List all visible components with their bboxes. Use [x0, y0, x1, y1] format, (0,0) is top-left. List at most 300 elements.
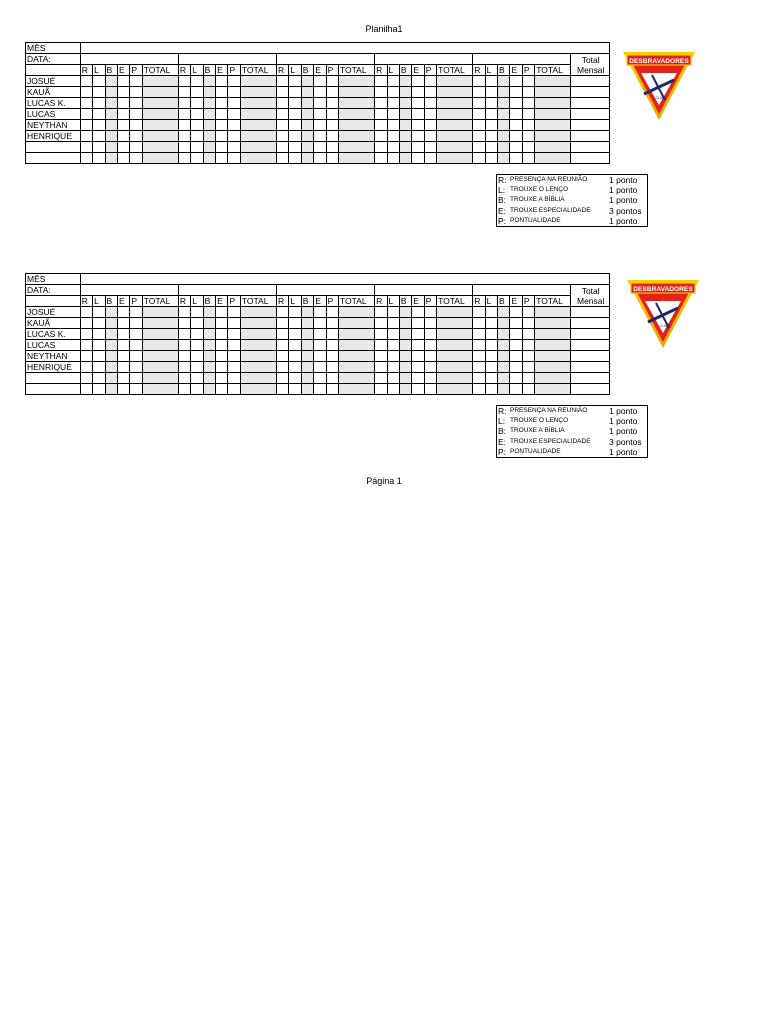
score-cell[interactable]	[191, 109, 203, 120]
score-cell[interactable]	[240, 362, 276, 373]
score-cell[interactable]	[301, 120, 313, 131]
score-cell[interactable]	[437, 373, 473, 384]
monthly-total-cell[interactable]	[571, 153, 610, 164]
score-cell[interactable]	[510, 373, 522, 384]
monthly-total-cell[interactable]	[571, 120, 610, 131]
score-cell[interactable]	[424, 76, 436, 87]
score-cell[interactable]	[178, 109, 190, 120]
score-cell[interactable]	[203, 153, 215, 164]
score-cell[interactable]	[130, 362, 142, 373]
score-cell[interactable]	[326, 384, 338, 395]
score-cell[interactable]	[80, 351, 92, 362]
score-cell[interactable]	[498, 384, 510, 395]
score-cell[interactable]	[93, 318, 105, 329]
score-cell[interactable]	[191, 318, 203, 329]
score-cell[interactable]	[510, 120, 522, 131]
score-cell[interactable]	[387, 142, 399, 153]
score-cell[interactable]	[228, 329, 240, 340]
score-cell[interactable]	[289, 120, 301, 131]
score-cell[interactable]	[203, 373, 215, 384]
score-cell[interactable]	[375, 98, 387, 109]
score-cell[interactable]	[93, 98, 105, 109]
monthly-total-cell[interactable]	[571, 373, 610, 384]
score-cell[interactable]	[399, 109, 411, 120]
monthly-total-cell[interactable]	[571, 131, 610, 142]
score-cell[interactable]	[375, 329, 387, 340]
score-cell[interactable]	[80, 98, 92, 109]
score-cell[interactable]	[314, 142, 326, 153]
score-cell[interactable]	[314, 384, 326, 395]
score-cell[interactable]	[216, 351, 228, 362]
week-date-cell-5[interactable]	[473, 54, 571, 65]
score-cell[interactable]	[375, 318, 387, 329]
score-cell[interactable]	[522, 142, 534, 153]
score-cell[interactable]	[203, 329, 215, 340]
score-cell[interactable]	[301, 351, 313, 362]
score-cell[interactable]	[203, 131, 215, 142]
score-cell[interactable]	[412, 384, 424, 395]
score-cell[interactable]	[289, 131, 301, 142]
score-cell[interactable]	[80, 373, 92, 384]
score-cell[interactable]	[301, 109, 313, 120]
score-cell[interactable]	[301, 307, 313, 318]
monthly-total-cell[interactable]	[571, 98, 610, 109]
score-cell[interactable]	[522, 307, 534, 318]
monthly-total-cell[interactable]	[571, 340, 610, 351]
score-cell[interactable]	[326, 329, 338, 340]
score-cell[interactable]	[289, 98, 301, 109]
score-cell[interactable]	[485, 384, 497, 395]
score-cell[interactable]	[216, 120, 228, 131]
score-cell[interactable]	[473, 351, 485, 362]
score-cell[interactable]	[437, 120, 473, 131]
score-cell[interactable]	[485, 340, 497, 351]
score-cell[interactable]	[142, 329, 178, 340]
score-cell[interactable]	[326, 362, 338, 373]
score-cell[interactable]	[473, 318, 485, 329]
score-cell[interactable]	[203, 307, 215, 318]
score-cell[interactable]	[277, 153, 289, 164]
score-cell[interactable]	[142, 76, 178, 87]
score-cell[interactable]	[301, 76, 313, 87]
score-cell[interactable]	[240, 307, 276, 318]
score-cell[interactable]	[301, 87, 313, 98]
score-cell[interactable]	[485, 76, 497, 87]
score-cell[interactable]	[178, 131, 190, 142]
score-cell[interactable]	[142, 318, 178, 329]
score-cell[interactable]	[510, 76, 522, 87]
score-cell[interactable]	[277, 351, 289, 362]
score-cell[interactable]	[535, 318, 571, 329]
score-cell[interactable]	[191, 153, 203, 164]
score-cell[interactable]	[228, 373, 240, 384]
week-date-cell-2[interactable]	[178, 285, 276, 296]
score-cell[interactable]	[412, 153, 424, 164]
score-cell[interactable]	[178, 362, 190, 373]
score-cell[interactable]	[424, 87, 436, 98]
score-cell[interactable]	[277, 76, 289, 87]
score-cell[interactable]	[216, 87, 228, 98]
score-cell[interactable]	[289, 384, 301, 395]
score-cell[interactable]	[498, 153, 510, 164]
score-cell[interactable]	[203, 142, 215, 153]
score-cell[interactable]	[216, 131, 228, 142]
score-cell[interactable]	[510, 131, 522, 142]
score-cell[interactable]	[289, 307, 301, 318]
score-cell[interactable]	[498, 98, 510, 109]
score-cell[interactable]	[228, 384, 240, 395]
score-cell[interactable]	[473, 87, 485, 98]
score-cell[interactable]	[399, 362, 411, 373]
score-cell[interactable]	[289, 340, 301, 351]
score-cell[interactable]	[117, 340, 129, 351]
score-cell[interactable]	[80, 318, 92, 329]
score-cell[interactable]	[424, 153, 436, 164]
score-cell[interactable]	[178, 142, 190, 153]
score-cell[interactable]	[338, 384, 374, 395]
score-cell[interactable]	[130, 109, 142, 120]
score-cell[interactable]	[326, 131, 338, 142]
score-cell[interactable]	[277, 384, 289, 395]
score-cell[interactable]	[191, 329, 203, 340]
score-cell[interactable]	[498, 120, 510, 131]
score-cell[interactable]	[412, 318, 424, 329]
score-cell[interactable]	[142, 307, 178, 318]
score-cell[interactable]	[191, 373, 203, 384]
score-cell[interactable]	[203, 362, 215, 373]
score-cell[interactable]	[117, 153, 129, 164]
score-cell[interactable]	[191, 120, 203, 131]
score-cell[interactable]	[93, 131, 105, 142]
score-cell[interactable]	[240, 142, 276, 153]
score-cell[interactable]	[289, 109, 301, 120]
score-cell[interactable]	[142, 142, 178, 153]
score-cell[interactable]	[387, 153, 399, 164]
monthly-total-cell[interactable]	[571, 329, 610, 340]
score-cell[interactable]	[522, 98, 534, 109]
score-cell[interactable]	[485, 109, 497, 120]
score-cell[interactable]	[216, 340, 228, 351]
score-cell[interactable]	[535, 153, 571, 164]
score-cell[interactable]	[473, 153, 485, 164]
score-cell[interactable]	[289, 373, 301, 384]
score-cell[interactable]	[510, 318, 522, 329]
score-cell[interactable]	[338, 87, 374, 98]
score-cell[interactable]	[228, 131, 240, 142]
score-cell[interactable]	[326, 318, 338, 329]
score-cell[interactable]	[399, 131, 411, 142]
score-cell[interactable]	[130, 351, 142, 362]
score-cell[interactable]	[216, 76, 228, 87]
score-cell[interactable]	[424, 384, 436, 395]
score-cell[interactable]	[535, 142, 571, 153]
score-cell[interactable]	[498, 109, 510, 120]
score-cell[interactable]	[277, 340, 289, 351]
monthly-total-cell[interactable]	[571, 109, 610, 120]
score-cell[interactable]	[338, 340, 374, 351]
score-cell[interactable]	[338, 120, 374, 131]
score-cell[interactable]	[105, 98, 117, 109]
score-cell[interactable]	[142, 351, 178, 362]
score-cell[interactable]	[338, 318, 374, 329]
score-cell[interactable]	[216, 362, 228, 373]
score-cell[interactable]	[473, 98, 485, 109]
score-cell[interactable]	[535, 329, 571, 340]
score-cell[interactable]	[424, 98, 436, 109]
score-cell[interactable]	[375, 87, 387, 98]
score-cell[interactable]	[510, 98, 522, 109]
score-cell[interactable]	[216, 153, 228, 164]
score-cell[interactable]	[178, 307, 190, 318]
score-cell[interactable]	[277, 373, 289, 384]
score-cell[interactable]	[93, 362, 105, 373]
score-cell[interactable]	[277, 120, 289, 131]
score-cell[interactable]	[314, 120, 326, 131]
score-cell[interactable]	[314, 109, 326, 120]
score-cell[interactable]	[399, 384, 411, 395]
score-cell[interactable]	[387, 109, 399, 120]
score-cell[interactable]	[301, 340, 313, 351]
score-cell[interactable]	[535, 109, 571, 120]
score-cell[interactable]	[301, 153, 313, 164]
score-cell[interactable]	[375, 131, 387, 142]
score-cell[interactable]	[387, 384, 399, 395]
score-cell[interactable]	[130, 329, 142, 340]
score-cell[interactable]	[485, 98, 497, 109]
score-cell[interactable]	[412, 329, 424, 340]
score-cell[interactable]	[326, 340, 338, 351]
score-cell[interactable]	[105, 76, 117, 87]
score-cell[interactable]	[473, 307, 485, 318]
score-cell[interactable]	[191, 87, 203, 98]
score-cell[interactable]	[338, 362, 374, 373]
score-cell[interactable]	[535, 131, 571, 142]
score-cell[interactable]	[314, 87, 326, 98]
score-cell[interactable]	[424, 329, 436, 340]
score-cell[interactable]	[498, 142, 510, 153]
score-cell[interactable]	[301, 362, 313, 373]
score-cell[interactable]	[510, 307, 522, 318]
score-cell[interactable]	[130, 340, 142, 351]
score-cell[interactable]	[326, 98, 338, 109]
score-cell[interactable]	[130, 153, 142, 164]
score-cell[interactable]	[338, 109, 374, 120]
score-cell[interactable]	[117, 109, 129, 120]
score-cell[interactable]	[130, 76, 142, 87]
score-cell[interactable]	[473, 384, 485, 395]
score-cell[interactable]	[338, 373, 374, 384]
score-cell[interactable]	[314, 153, 326, 164]
score-cell[interactable]	[387, 373, 399, 384]
score-cell[interactable]	[424, 318, 436, 329]
score-cell[interactable]	[424, 340, 436, 351]
score-cell[interactable]	[510, 351, 522, 362]
score-cell[interactable]	[437, 329, 473, 340]
score-cell[interactable]	[216, 307, 228, 318]
score-cell[interactable]	[510, 153, 522, 164]
score-cell[interactable]	[277, 329, 289, 340]
score-cell[interactable]	[228, 142, 240, 153]
score-cell[interactable]	[93, 153, 105, 164]
score-cell[interactable]	[535, 98, 571, 109]
score-cell[interactable]	[228, 109, 240, 120]
score-cell[interactable]	[387, 362, 399, 373]
score-cell[interactable]	[93, 120, 105, 131]
score-cell[interactable]	[338, 351, 374, 362]
score-cell[interactable]	[142, 373, 178, 384]
score-cell[interactable]	[80, 131, 92, 142]
score-cell[interactable]	[216, 373, 228, 384]
score-cell[interactable]	[326, 120, 338, 131]
score-cell[interactable]	[203, 120, 215, 131]
score-cell[interactable]	[399, 318, 411, 329]
score-cell[interactable]	[338, 329, 374, 340]
score-cell[interactable]	[203, 76, 215, 87]
score-cell[interactable]	[412, 120, 424, 131]
score-cell[interactable]	[473, 109, 485, 120]
score-cell[interactable]	[142, 98, 178, 109]
score-cell[interactable]	[510, 384, 522, 395]
score-cell[interactable]	[80, 109, 92, 120]
score-cell[interactable]	[117, 329, 129, 340]
score-cell[interactable]	[105, 384, 117, 395]
score-cell[interactable]	[105, 373, 117, 384]
score-cell[interactable]	[399, 340, 411, 351]
score-cell[interactable]	[117, 87, 129, 98]
score-cell[interactable]	[93, 384, 105, 395]
score-cell[interactable]	[399, 142, 411, 153]
score-cell[interactable]	[301, 373, 313, 384]
score-cell[interactable]	[117, 318, 129, 329]
score-cell[interactable]	[437, 87, 473, 98]
score-cell[interactable]	[535, 76, 571, 87]
score-cell[interactable]	[437, 351, 473, 362]
score-cell[interactable]	[142, 131, 178, 142]
score-cell[interactable]	[485, 329, 497, 340]
score-cell[interactable]	[485, 120, 497, 131]
score-cell[interactable]	[510, 329, 522, 340]
score-cell[interactable]	[240, 318, 276, 329]
score-cell[interactable]	[277, 131, 289, 142]
score-cell[interactable]	[485, 362, 497, 373]
score-cell[interactable]	[130, 373, 142, 384]
score-cell[interactable]	[289, 153, 301, 164]
score-cell[interactable]	[216, 329, 228, 340]
score-cell[interactable]	[142, 384, 178, 395]
score-cell[interactable]	[178, 384, 190, 395]
score-cell[interactable]	[80, 340, 92, 351]
score-cell[interactable]	[412, 142, 424, 153]
score-cell[interactable]	[326, 87, 338, 98]
score-cell[interactable]	[399, 120, 411, 131]
score-cell[interactable]	[240, 384, 276, 395]
score-cell[interactable]	[485, 87, 497, 98]
score-cell[interactable]	[80, 120, 92, 131]
score-cell[interactable]	[240, 87, 276, 98]
week-date-cell-4[interactable]	[375, 54, 473, 65]
score-cell[interactable]	[326, 76, 338, 87]
month-value-cell[interactable]	[80, 274, 609, 285]
score-cell[interactable]	[326, 351, 338, 362]
score-cell[interactable]	[522, 340, 534, 351]
score-cell[interactable]	[301, 142, 313, 153]
score-cell[interactable]	[240, 98, 276, 109]
score-cell[interactable]	[399, 87, 411, 98]
score-cell[interactable]	[289, 76, 301, 87]
score-cell[interactable]	[510, 109, 522, 120]
score-cell[interactable]	[535, 307, 571, 318]
score-cell[interactable]	[424, 362, 436, 373]
score-cell[interactable]	[105, 131, 117, 142]
score-cell[interactable]	[142, 120, 178, 131]
score-cell[interactable]	[399, 307, 411, 318]
score-cell[interactable]	[510, 87, 522, 98]
score-cell[interactable]	[375, 120, 387, 131]
score-cell[interactable]	[117, 120, 129, 131]
score-cell[interactable]	[510, 142, 522, 153]
score-cell[interactable]	[216, 384, 228, 395]
score-cell[interactable]	[216, 142, 228, 153]
score-cell[interactable]	[498, 307, 510, 318]
score-cell[interactable]	[326, 153, 338, 164]
score-cell[interactable]	[375, 340, 387, 351]
score-cell[interactable]	[301, 131, 313, 142]
score-cell[interactable]	[130, 98, 142, 109]
monthly-total-cell[interactable]	[571, 351, 610, 362]
score-cell[interactable]	[412, 373, 424, 384]
score-cell[interactable]	[130, 384, 142, 395]
week-date-cell-3[interactable]	[277, 54, 375, 65]
score-cell[interactable]	[473, 340, 485, 351]
score-cell[interactable]	[522, 384, 534, 395]
score-cell[interactable]	[80, 142, 92, 153]
score-cell[interactable]	[80, 87, 92, 98]
score-cell[interactable]	[399, 98, 411, 109]
score-cell[interactable]	[437, 384, 473, 395]
score-cell[interactable]	[399, 76, 411, 87]
score-cell[interactable]	[93, 373, 105, 384]
score-cell[interactable]	[93, 351, 105, 362]
score-cell[interactable]	[314, 329, 326, 340]
score-cell[interactable]	[522, 131, 534, 142]
score-cell[interactable]	[387, 131, 399, 142]
score-cell[interactable]	[191, 362, 203, 373]
score-cell[interactable]	[522, 373, 534, 384]
score-cell[interactable]	[314, 98, 326, 109]
score-cell[interactable]	[191, 98, 203, 109]
score-cell[interactable]	[228, 120, 240, 131]
score-cell[interactable]	[473, 76, 485, 87]
score-cell[interactable]	[473, 120, 485, 131]
score-cell[interactable]	[301, 384, 313, 395]
score-cell[interactable]	[289, 329, 301, 340]
score-cell[interactable]	[522, 153, 534, 164]
score-cell[interactable]	[375, 351, 387, 362]
score-cell[interactable]	[473, 131, 485, 142]
score-cell[interactable]	[437, 362, 473, 373]
score-cell[interactable]	[326, 307, 338, 318]
score-cell[interactable]	[105, 318, 117, 329]
score-cell[interactable]	[387, 351, 399, 362]
score-cell[interactable]	[522, 362, 534, 373]
score-cell[interactable]	[412, 340, 424, 351]
week-date-cell-3[interactable]	[277, 285, 375, 296]
score-cell[interactable]	[437, 98, 473, 109]
monthly-total-cell[interactable]	[571, 307, 610, 318]
score-cell[interactable]	[228, 318, 240, 329]
score-cell[interactable]	[240, 109, 276, 120]
score-cell[interactable]	[338, 131, 374, 142]
